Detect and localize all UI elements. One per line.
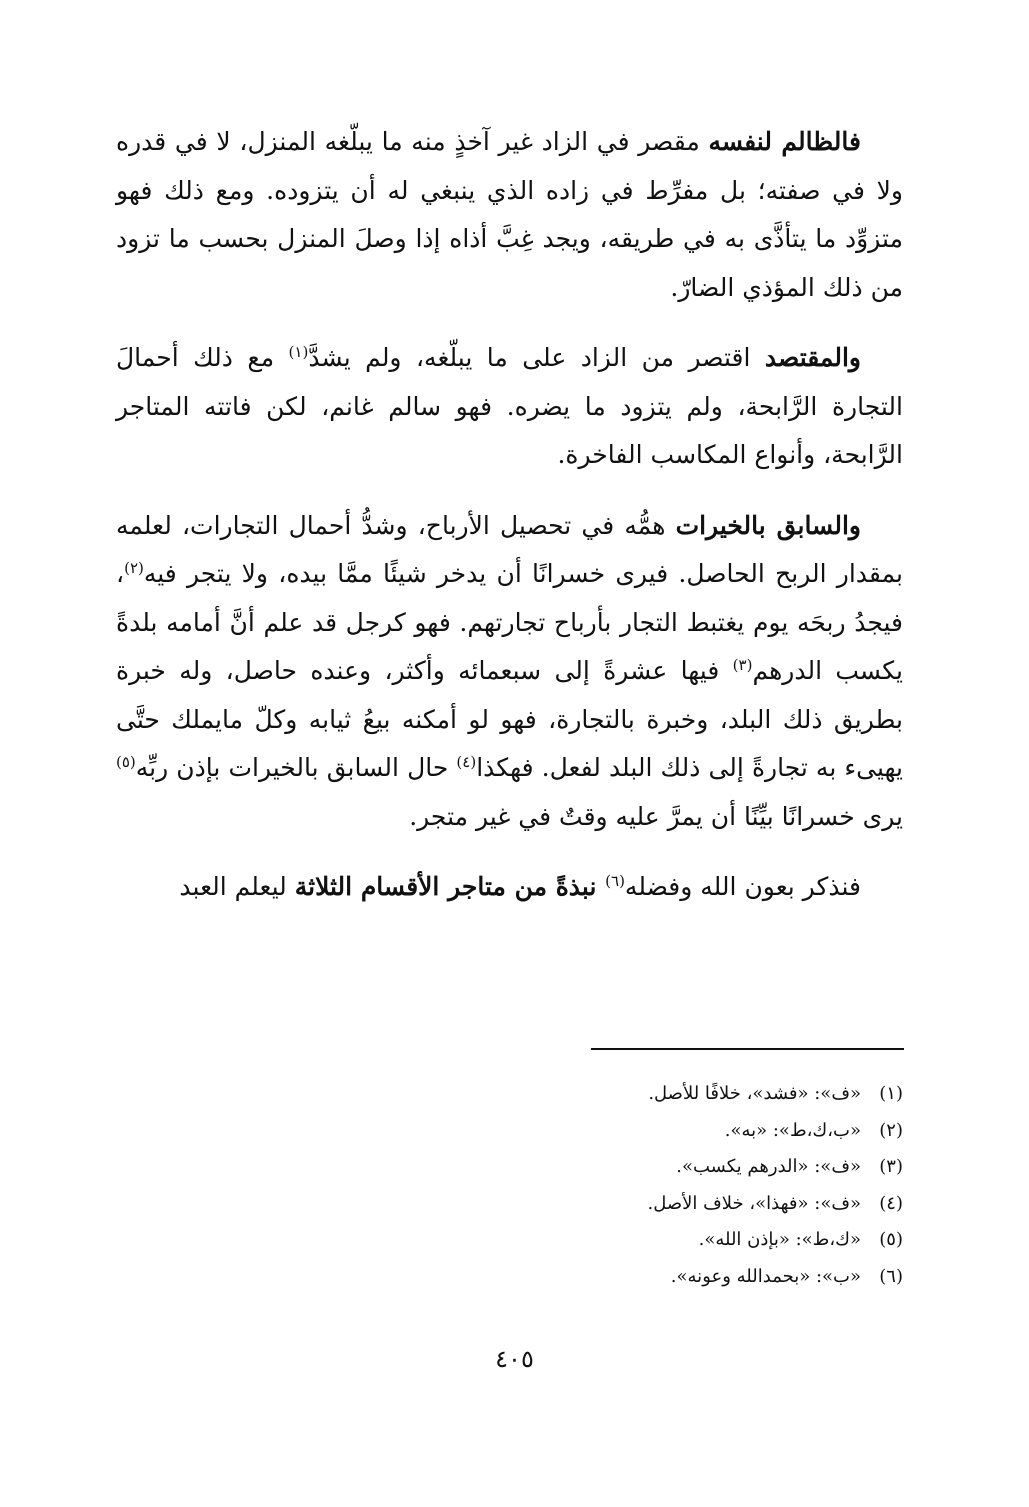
footnote-ref-3[interactable]: (٣) <box>732 656 753 674</box>
footnote-text: «ف»: «الدرهم يكسب». <box>676 1156 861 1177</box>
footnote-item <box>403 1113 903 1150</box>
footnote-ref-6[interactable]: (٦) <box>605 872 625 890</box>
page-body <box>116 118 903 912</box>
paragraph-4-text-a: فنذكر بعون الله وفضله <box>624 872 861 901</box>
paragraph-4-bold-phrase: نبذةً من متاجر الأقسام الثلاثة <box>294 872 606 901</box>
footnote-ref-1[interactable]: (١) <box>288 343 309 361</box>
footnote-text: «ف»: «فشد»، خلافًا للأصل. <box>648 1083 861 1104</box>
footnote-number: (٢) <box>879 1119 903 1141</box>
paragraph-3 <box>116 502 903 842</box>
paragraph-1-text: مقصر في الزاد غير آخذٍ منه ما يبلّغه المنزل، لا في قدره ولا في صفته؛ بل مفرِّط في زاده الذي ينبغي له أن يتزوده. ومع ذلك فهو متزوِّد ما يتأذَّى به في طريقه، ويجد غِبَّ أذاه إذا وصلَ المنزل بحسب ما تزود من ذلك المؤذي الضارّ. <box>116 127 903 302</box>
paragraph-3-text-d: حال السابق بالخيرات بإذن ربِّه <box>135 753 457 782</box>
paragraph-3-text-c: فيها عشرةً إلى سبعمائه وأكثر، وعنده حاصل، وله خبرة بطريق ذلك البلد، وخبرة بالتجارة، فهو لو أمكنه بيعُ ثيابه وكلّ مايملك حتَّى يهيىء به تجارةً إلى ذلك البلد لفعل. فهكذا <box>116 656 903 782</box>
term-oppressor-of-self: فالظالم لنفسه <box>708 127 861 156</box>
footnote-number: (٤) <box>879 1192 903 1214</box>
page-number: ٤٠٥ <box>495 1345 534 1373</box>
paragraph-1 <box>116 118 903 312</box>
term-moderate: والمقتصد <box>764 343 861 372</box>
footnote-item <box>403 1186 903 1223</box>
paragraph-2-text-b: مع ذلك أحمالَ التجارة الرَّابحة، ولم يتزود ما يضره. فهو سالم غانم، لكن فاتته المتاجر الرَّابحة، وأنواع المكاسب الفاخرة. <box>116 343 903 469</box>
footnote-ref-2[interactable]: (٢) <box>124 559 144 577</box>
paragraph-4-text-c: ليعلم العبد <box>179 872 295 901</box>
paragraph-3-text-e: يرى خسرانًا بيِّنًا أن يمرَّ عليه وقتٌ في غير متجر. <box>409 801 903 831</box>
footnote-text: «ك،ط»: «بإذن الله». <box>698 1229 861 1250</box>
footnote-divider <box>591 1048 904 1050</box>
footnote-ref-4[interactable]: (٤) <box>456 753 477 771</box>
term-foremost-in-good: والسابق بالخيرات <box>675 510 861 540</box>
footnote-item <box>403 1076 903 1113</box>
paragraph-4 <box>116 863 903 912</box>
footnote-item <box>403 1222 903 1259</box>
paragraph-2-text-a: اقتصر من الزاد على ما يبلّغه، ولم يشدَّ <box>308 343 765 372</box>
paragraph-2 <box>116 334 903 480</box>
footnote-number: (١) <box>879 1083 903 1104</box>
footnote-text: «ب،ك،ط»: «به». <box>724 1119 861 1141</box>
footnotes-list <box>403 1076 903 1295</box>
footnote-text: «ف»: «فهذا»، خلاف الأصل. <box>647 1192 861 1214</box>
footnote-item <box>403 1149 903 1186</box>
paragraph-3-text-b: ، فيجدُ ربحَه يوم يغتبط التجار بأرباح تجارتهم. فهو كرجل قد علم أنَّ أمامه بلدةً يكسب الدرهم <box>116 559 903 685</box>
footnote-number: (٣) <box>879 1156 903 1177</box>
footnote-number: (٥) <box>879 1229 903 1250</box>
footnote-number: (٦) <box>879 1265 903 1287</box>
footnote-ref-5[interactable]: (٥) <box>116 753 136 771</box>
paragraph-3-text-a: همُّه في تحصيل الأرباح، وشدُّ أحمال التجارات، لعلمه بمقدار الربح الحاصل. فيرى خسرانًا أن يدخر شيئًا ممَّا بيده، ولا يتجر فيه <box>116 510 903 588</box>
footnote-item <box>403 1259 903 1296</box>
footnote-text: «ب»: «بحمدالله وعونه». <box>670 1265 861 1287</box>
